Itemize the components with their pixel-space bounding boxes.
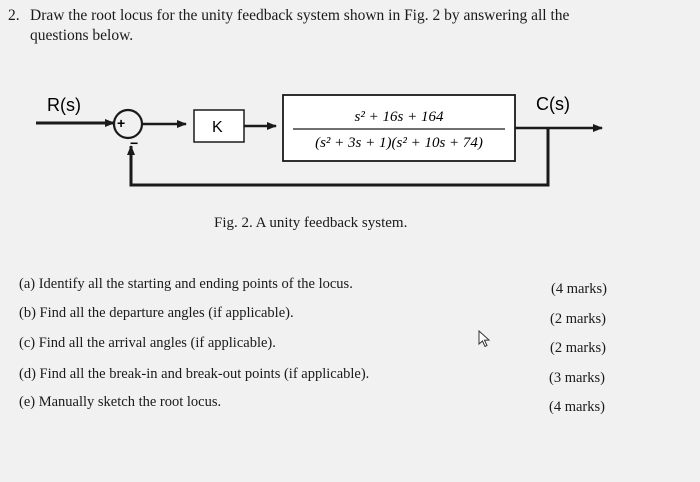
- feedback-minus-sign: −: [130, 135, 139, 151]
- gain-label: K: [212, 119, 223, 136]
- part-a-marks: (4 marks): [551, 281, 607, 297]
- part-c-marks: (2 marks): [550, 340, 606, 356]
- figure-caption: Fig. 2. A unity feedback system.: [214, 215, 408, 231]
- part-c-text: (c) Find all the arrival angles (if applicable).: [19, 335, 276, 351]
- mouse-pointer-icon: [477, 330, 493, 348]
- part-a-text: (a) Identify all the starting and ending points of the locus.: [19, 276, 353, 292]
- plant-numerator: s² + 16s + 164: [354, 109, 444, 125]
- plant-denominator: (s² + 3s + 1)(s² + 10s + 74): [315, 135, 483, 151]
- part-b-marks: (2 marks): [550, 311, 606, 327]
- part-e-marks: (4 marks): [549, 399, 605, 415]
- question-number: 2.: [8, 7, 20, 24]
- summing-plus-sign: +: [117, 115, 126, 131]
- input-label: R(s): [47, 95, 81, 115]
- question-text-line2: questions below.: [30, 27, 134, 44]
- output-label: C(s): [536, 94, 570, 114]
- question-text-line1: Draw the root locus for the unity feedback system shown in Fig. 2 by answering all the: [30, 7, 570, 24]
- part-d-text: (d) Find all the break-in and break-out points (if applicable).: [19, 366, 370, 382]
- plant-block: [283, 95, 515, 161]
- part-d-marks: (3 marks): [549, 370, 605, 386]
- part-b-text: (b) Find all the departure angles (if applicable).: [19, 305, 294, 321]
- part-e-text: (e) Manually sketch the root locus.: [19, 394, 222, 410]
